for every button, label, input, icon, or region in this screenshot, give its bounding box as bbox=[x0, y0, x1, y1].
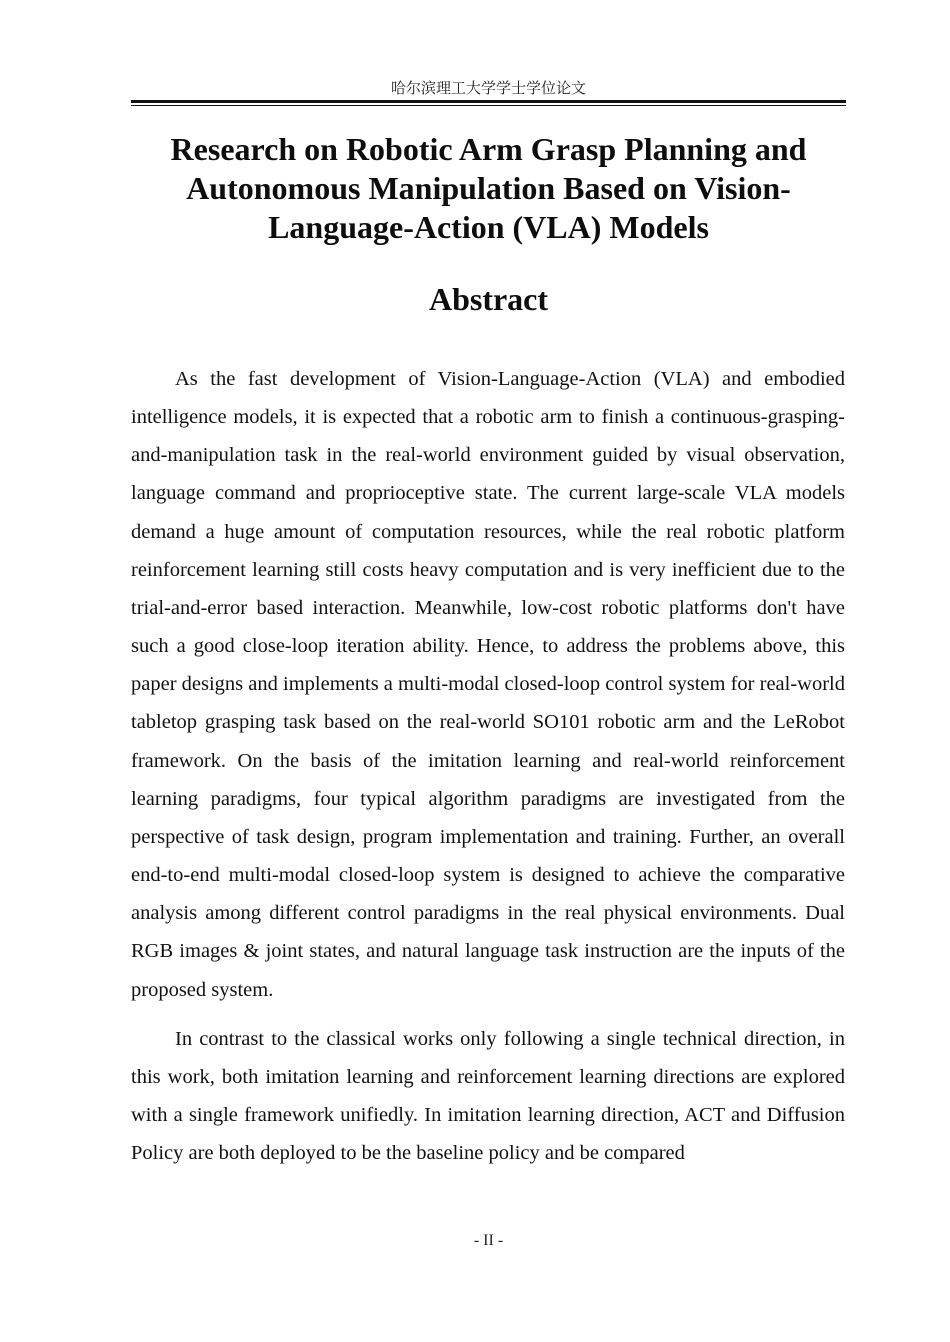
abstract-paragraph-1: As the fast development of Vision-Language-Action (VLA) and embodied intelligence models, it is expected that a robotic arm to finish a continuous-grasping-and-manipulation task in the real-world environment guided by visual observation, language command and proprioceptive state. The current large-scale VLA models demand a huge amount of computation resources, while the real robotic platform reinforcement learning still costs heavy computation and is very inefficient due to the trial-and-error based interaction. Meanwhile, low-cost robotic platforms don't have such a good close-loop iteration ability. Hence, to address the problems above, this paper designs and implements a multi-modal closed-loop control system for real-world tabletop grasping task based on the real-world SO101 robotic arm and the LeRobot framework. On the basis of the imitation learning and real-world reinforcement learning paradigms, four typical algorithm paradigms are investigated from the perspective of task design, program implementation and training. Further, an overall end-to-end multi-modal closed-loop system is designed to achieve the comparative analysis among different control paradigms in the real physical environments. Dual RGB images & joint states, and natural language task instruction are the inputs of the proposed system. bbox=[131, 368, 845, 1001]
running-header: 哈尔滨理工大学学士学位论文 bbox=[390, 79, 586, 97]
abstract-heading: Abstract bbox=[428, 281, 549, 317]
abstract-body bbox=[131, 360, 845, 1183]
paper-title: Research on Robotic Arm Grasp Planning and Autonomous Manipulation Based on Vision-Language-Action (VLA) Models bbox=[170, 131, 807, 245]
page-number: - II - bbox=[473, 1232, 504, 1249]
header-rule bbox=[131, 100, 846, 107]
header-rule-thin bbox=[131, 105, 846, 106]
header-rule-thick bbox=[131, 100, 846, 103]
abstract-paragraph-2: In contrast to the classical works only following a single technical direction, in this work, both imitation learning and reinforcement learning directions are explored with a single framework unifiedly. In imitation learning direction, ACT and Diffusion Policy are both deployed to be the baseline policy and be compared bbox=[131, 1027, 845, 1165]
